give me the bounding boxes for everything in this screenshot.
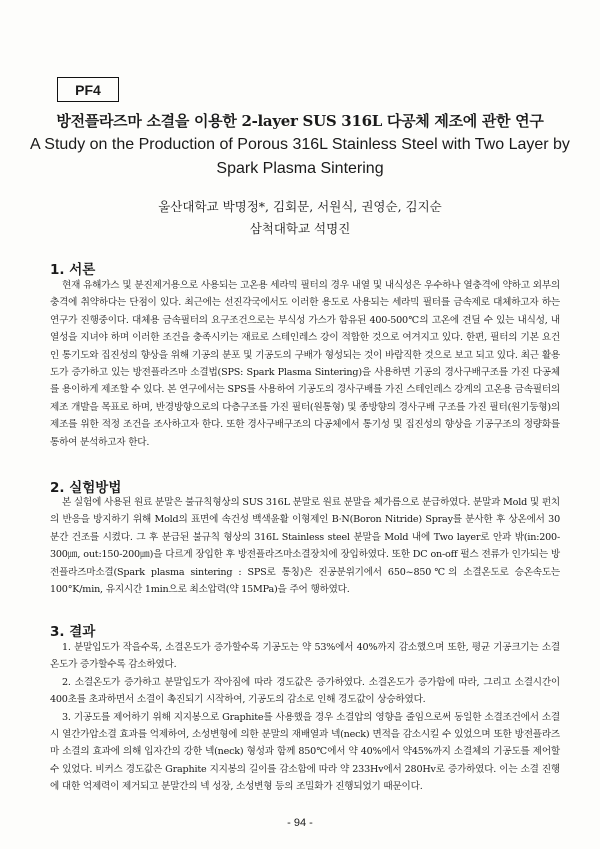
authors-block	[0, 196, 600, 240]
section-heading-results: 3. 결과	[50, 624, 96, 640]
intro-paragraph: 현재 유해가스 및 분진제거용으로 사용되는 고온용 세라믹 필터의 경우 내열 및 내식성은 우수하나 열충격에 약하고 외부의 충격에 취약하다는 단점이 있다. 최근에는 선진각국에서도 이러한 용도로 사용되는 세라믹 필터를 금속제로 대체하고자 하는 연구가 진행중이다. 대체용 금속필터의 요구조건으로는 부식성 가스가 함유된 400-500℃의 고온에 견딜 수 있는 내식성, 내열성을 지녀야 하며 이러한 조건을 충족시키는 재료로 스테인레스 강이 적합한 것으로 여겨지고 있다. 한편, 필터의 기본 요건인 통기도와 집진성의 향상을 위해 기공의 분포 및 기공도의 구배가 형성되는 것이 바람직한 것으로 보고 되고 있다. 최근 활용도가 증가하고 있는 방전플라즈마 소결법(SPS: Spark Plasma Sintering)을 사용하면 기공의 경사구배구조를 가진 다공체를 용이하게 제조할 수 있다. 본 연구에서는 SPS를 사용하여 기공도의 경사구배를 가진 스테인레스 강계의 고온용 금속필터의 제조 개발을 목표로 하며, 반경방향으로의 다층구조를 가진 필터(원통형) 및 종방향의 경사구배 구조를 가진 필터(원기둥형)의 제조를 위한 적정 조건을 조사하고자 한다. 또한 경사구배구조의 다공체에서 통기성 및 집진성의 향상을 기공구조의 정량화를 통하여 분석하고자 한다.	[50, 280, 560, 448]
section-body-method	[50, 494, 560, 598]
section-heading-intro: 1. 서론	[50, 262, 96, 278]
result-item-2: 2. 소결온도가 증가하고 분말입도가 작아짐에 따라 경도값은 증가하였다. 소결온도가 증가함에 따라, 그리고 소결시간이 400초를 초과하면서 소결이 촉진되기 시작하여, 기공도의 감소로 인해 경도값이 상승하였다.	[50, 676, 560, 706]
section-heading-method: 2. 실험방법	[50, 480, 122, 496]
title-korean: 방전플라즈마 소결을 이용한 2-layer SUS 316L 다공체 제조에 관한 연구	[56, 112, 544, 130]
section-body-intro	[50, 277, 560, 451]
page-number: - 94 -	[287, 817, 313, 829]
result-item-3: 3. 기공도를 제어하기 위해 지지봉으로 Graphite를 사용했을 경우 소결압의 영향을 줄임으로써 동일한 소결조건에서 소결 시 열간가압소결 효과를 억제하여, 소성변형에 의한 분말의 재배열과 넥(neck) 면적을 감소시킬 수 있었으며 또한 방전플라즈마 소결의 효과에 의해 입자간의 강한 넥(neck) 형성과 함께 850℃에서 약 40%에서 약45%까지 소결체의 기공도를 제어할 수 있었다. 비커스 경도값은 Graphite 지지봉의 길이를 감소함에 따라 약 233Hv에서 280Hv로 증가하였다. 이는 소결 진행에 대한 억제력이 제거되고 분말간의 넥 성장, 소성변형 등의 조밀화가 진행되었기 때문이다.	[50, 711, 560, 793]
paper-code-box: PF4	[57, 77, 119, 102]
result-item-1: 1. 분말입도가 작을수록, 소결온도가 증가할수록 기공도는 약 53%에서 40%까지 감소했으며 또한, 평균 기공크기는 소결온도가 증가할수록 감소하였다.	[50, 642, 560, 671]
authors-affiliation-2: 삼척대학교 석명진	[249, 221, 351, 236]
section-body-results	[50, 639, 560, 796]
method-paragraph: 본 실험에 사용된 원료 분말은 불규칙형상의 SUS 316L 분말로 원료 분말을 체가름으로 분급하였다. 분말과 Mold 및 펀치의 반응을 방지하기 위해 Mold의 표면에 속건성 백색윤활 이형제인 B·N(Boron Nitride) Spray를 분사한 후 상온에서 30분간 건조를 시켰다. 그 후 분급된 불규칙 형상의 316L Stainless steel 분말을 Mold 내에 Two layer로 안과 밖(in:200-300㎛, out:150-200㎛)을 다르게 장입한 후 방전플라즈마소결장치에 장입하였다. 또한 DC on-off 펄스 전류가 인가되는 방전플라즈마소결(Spark plasma sintering : SPS로 통칭)은 진공분위기에서 650~850℃의 소결온도로 승온속도는 100°K/min, 유지시간 1min으로 최소압력(약 15MPa)을 주어 행하였다.	[50, 497, 560, 596]
authors-affiliation-1: 울산대학교 박명정*, 김회문, 서원식, 권영순, 김지순	[158, 199, 442, 214]
title-english: A Study on the Production of Porous 316L Stainless Steel with Two Layer by Spark Plasma Sintering	[30, 136, 570, 177]
